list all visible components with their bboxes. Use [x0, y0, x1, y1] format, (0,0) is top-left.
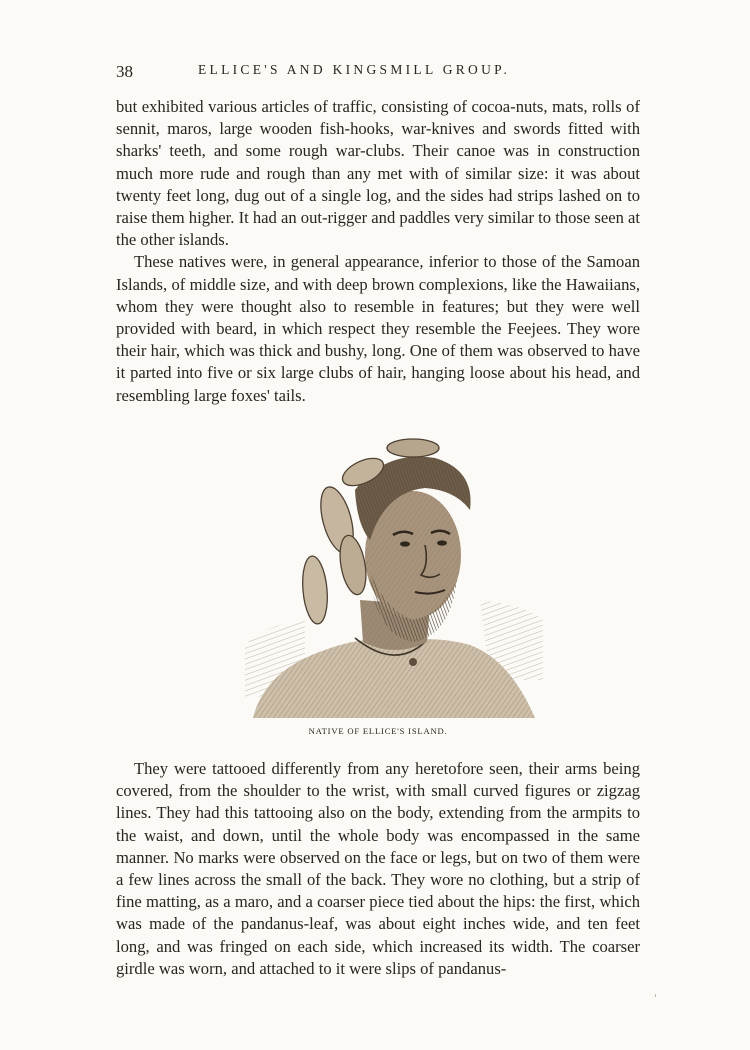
page-number: 38	[116, 62, 133, 81]
portrait-engraving	[245, 430, 545, 720]
hair-club	[300, 555, 330, 625]
paragraph: These natives were, in general appearance, inferior to those of the Samoan Islands, of middle size, and with deep brown complexions, like the Hawaiians, whom they were thought also to resemble in features; but they were well provided with beard, in which respect they resemble the Feejees. They wore their hair, which was thick and bushy, long. One of them was observed to have it parted into five or six large clubs of hair, hanging loose about his head, and resembling large foxes' tails.	[116, 252, 640, 405]
hair-club	[336, 533, 370, 596]
running-head	[116, 62, 640, 86]
hair-club	[387, 439, 439, 457]
running-title: ELLICE'S AND KINGSMILL GROUP.	[198, 62, 511, 77]
body-text-bottom	[116, 758, 640, 980]
paragraph: but exhibited various articles of traffic, consisting of cocoa-nuts, mats, rolls of sennit, maros, large wooden fish-hooks, war-knives and swords fitted with sharks' teeth, and some rough war-clubs. Their canoe was in construction much more rude and rough than any met with of similar size: it was about twenty feet long, dug out of a single log, and the sides had strips lashed on to raise them higher. It had an out-rigger and paddles very similar to those seen at the other islands.	[116, 97, 640, 250]
figure-caption: NATIVE OF ELLICE'S ISLAND.	[308, 726, 448, 736]
paragraph: They were tattooed differently from any heretofore seen, their arms being covered, from the shoulder to the wrist, with small curved figures or zigzag lines. They had this tattooing also on the body, extending from the armpits to the waist, and down, until the whole body was encompassed in the same manner. No marks were observed on the face or legs, but on two of them were a few lines across the small of the back. They wore no clothing, but a strip of fine matting, as a maro, and a coarser piece tied about the hips: the first, which was made of the pandanus-leaf, was about eight inches wide, and ten feet long, and was fringed on each side, which increased its width. The coarser girdle was worn, and attached to it were slips of pandanus-	[116, 759, 640, 978]
margin-mark: ʼ	[654, 993, 657, 1003]
body-text-top	[116, 96, 640, 407]
engraving-figure	[245, 430, 545, 720]
